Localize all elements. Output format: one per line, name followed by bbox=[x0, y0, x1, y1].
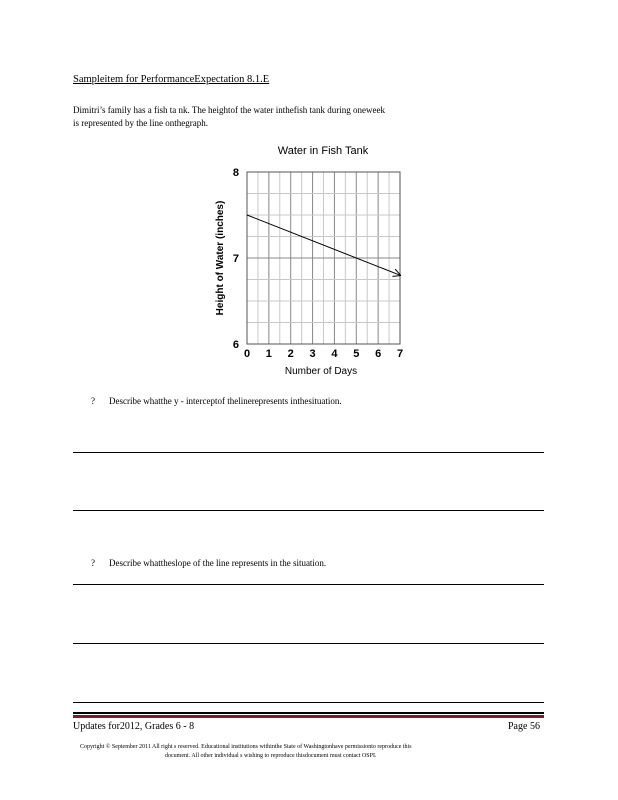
question-1-bullet: ? bbox=[91, 396, 95, 406]
answer-line-5[interactable] bbox=[73, 702, 544, 703]
intro-line-2: is represented by the line onthegraph. bbox=[73, 118, 208, 128]
footer-rule-maroon bbox=[73, 715, 544, 718]
copyright-line-1: Copyright © September 2011 All right s reserved. Educational institutions withinthe State of Washingtonhave permissionto reproduce this bbox=[80, 744, 412, 750]
copyright-line-2: document. All other individual s wishing to reproduce thisdocument must contact OSPI. bbox=[165, 753, 377, 759]
chart-grid bbox=[247, 172, 400, 344]
footer-rule-dark bbox=[73, 712, 544, 714]
question-1-text: Describe whatthe y - interceptof thelinerepresents inthesituation. bbox=[109, 396, 342, 406]
x-tick-label: 2 bbox=[287, 348, 294, 360]
x-tick-label: 0 bbox=[243, 348, 251, 360]
answer-line-1[interactable] bbox=[73, 452, 544, 453]
page-heading: Sampleitem for PerformanceExpectation 8.1.E bbox=[73, 74, 270, 85]
x-tick-label: 4 bbox=[331, 348, 338, 360]
footer-page-number: Page 56 bbox=[508, 721, 540, 732]
water-tank-chart bbox=[205, 140, 420, 380]
question-2-bullet: ? bbox=[91, 558, 95, 568]
intro-line-1: Dimitri’s family has a fish ta nk. The heightof the water inthefish tank during oneweek bbox=[73, 105, 386, 115]
answer-line-4[interactable] bbox=[73, 643, 544, 644]
question-2-text: Describe whattheslope of the line represents in the situation. bbox=[109, 558, 327, 568]
x-tick-label: 1 bbox=[265, 348, 272, 360]
chart-title: Water in Fish Tank bbox=[277, 145, 369, 157]
y-tick-label: 7 bbox=[232, 253, 239, 265]
x-axis-label: Number of Days bbox=[284, 366, 358, 377]
y-tick-label: 8 bbox=[232, 167, 239, 179]
answer-line-2[interactable] bbox=[73, 510, 544, 511]
y-tick-label: 6 bbox=[232, 339, 239, 351]
x-tick-label: 3 bbox=[309, 348, 316, 360]
y-axis-label: Height of Water (inches) bbox=[215, 200, 226, 316]
x-tick-label: 7 bbox=[396, 348, 404, 360]
x-tick-label: 6 bbox=[375, 348, 382, 360]
answer-line-3[interactable] bbox=[73, 584, 544, 585]
x-tick-label: 5 bbox=[353, 348, 360, 360]
footer-updates: Updates for2012, Grades 6 - 8 bbox=[73, 721, 195, 732]
